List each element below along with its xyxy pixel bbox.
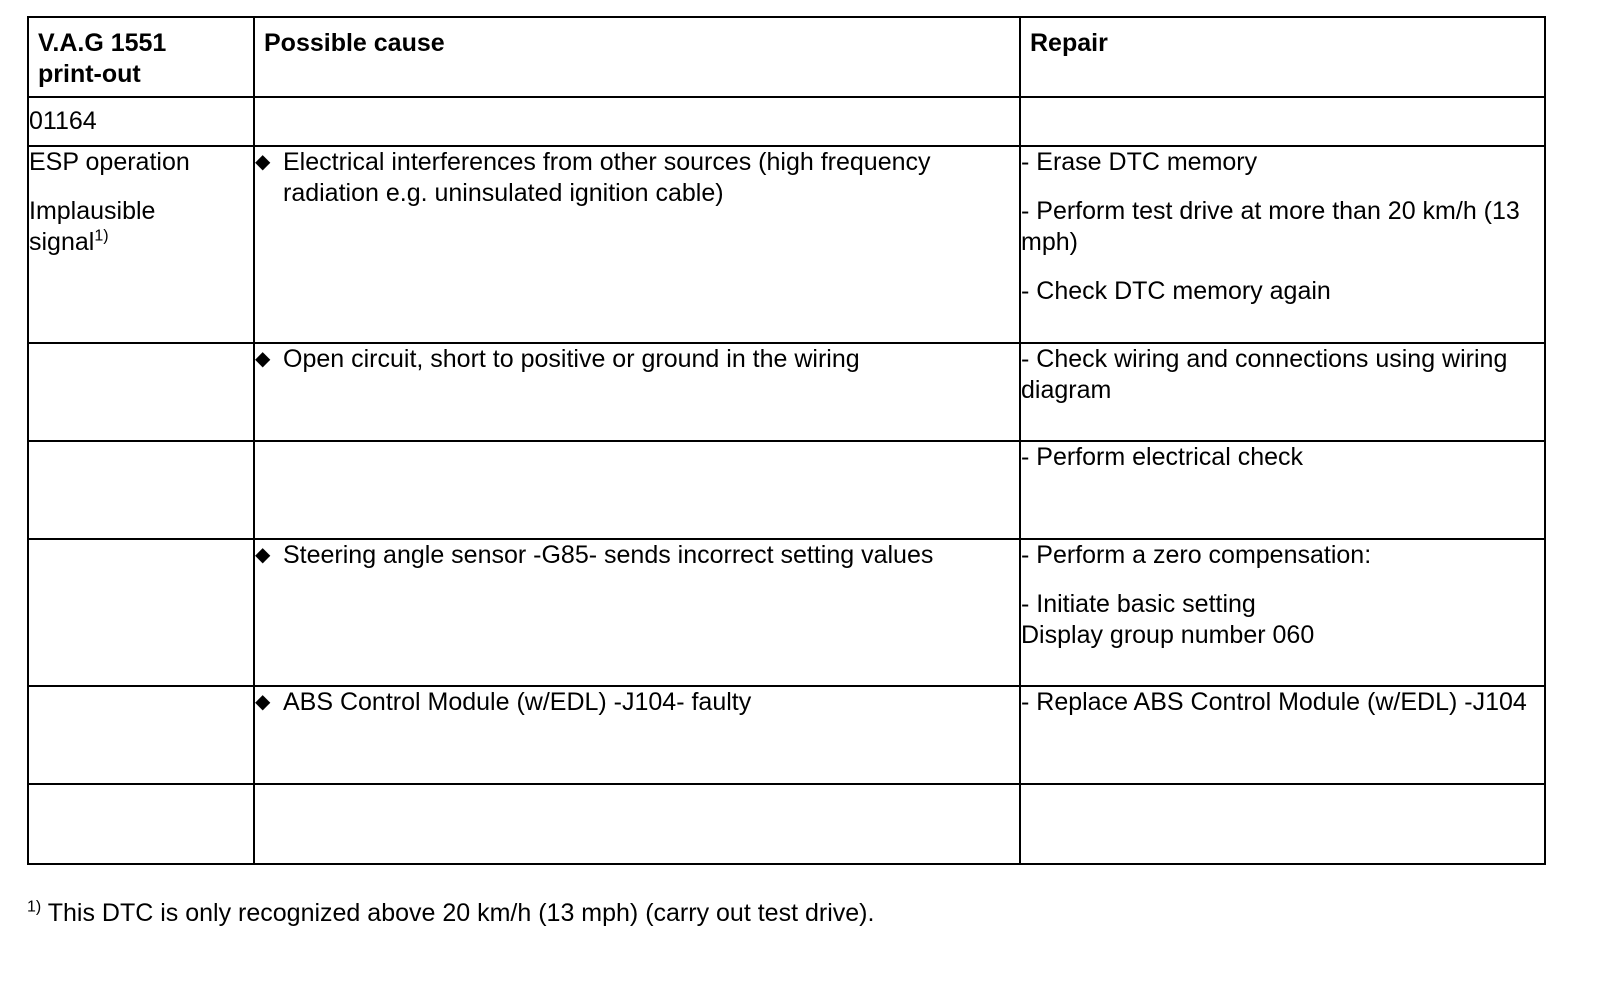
repair-step: - Perform a zero compensation: — [1021, 541, 1372, 569]
header-print-out — [28, 17, 254, 97]
header-print-out-line2: print-out — [38, 60, 141, 88]
cause-item — [255, 540, 1019, 571]
empty-cell — [28, 784, 254, 864]
possible-cause-cell — [254, 146, 1020, 343]
repair-step: - Initiate basic setting — [1021, 590, 1256, 618]
implausible-line1: Implausible — [29, 197, 156, 225]
implausible-signal-label — [29, 196, 253, 258]
empty-cell — [28, 441, 254, 539]
diamond-bullet-icon: ◆ — [255, 151, 271, 173]
dtc-description — [28, 146, 254, 343]
footnote — [27, 898, 874, 929]
empty-cell — [254, 441, 1020, 539]
dtc-table — [27, 16, 1546, 865]
table-row — [28, 97, 1545, 146]
table-row — [28, 146, 1545, 343]
repair-cell — [1020, 343, 1545, 441]
footnote-marker: 1) — [94, 227, 109, 245]
header-possible-cause: Possible cause — [254, 17, 1020, 97]
cause-item — [255, 687, 1019, 718]
table-header-row — [28, 17, 1545, 97]
cause-text: Electrical interferences from other sources (high frequency radiation e.g. uninsulated ignition cable) — [283, 148, 931, 207]
cause-item — [255, 147, 1019, 209]
footnote-text: This DTC is only recognized above 20 km/h (13 mph) (carry out test drive). — [41, 899, 875, 927]
footnote-mark: 1) — [27, 898, 42, 916]
repair-cell — [1020, 686, 1545, 784]
empty-cell — [28, 343, 254, 441]
repair-cell — [1020, 539, 1545, 686]
repair-step: - Check wiring and connections using wiring diagram — [1021, 345, 1508, 404]
cause-text: ABS Control Module (w/EDL) -J104- faulty — [283, 688, 752, 716]
possible-cause-cell — [254, 343, 1020, 441]
repair-step: Display group number 060 — [1021, 621, 1315, 649]
empty-cell — [28, 539, 254, 686]
table-row — [28, 343, 1545, 441]
table-row — [28, 539, 1545, 686]
implausible-line2: signal — [29, 228, 95, 256]
repair-cell — [1020, 441, 1545, 539]
empty-cell — [254, 97, 1020, 146]
possible-cause-cell — [254, 686, 1020, 784]
diamond-bullet-icon: ◆ — [255, 544, 271, 566]
repair-step: - Replace ABS Control Module (w/EDL) -J104 — [1021, 688, 1527, 716]
dtc-code: 01164 — [28, 97, 254, 146]
repair-step: - Check DTC memory again — [1021, 277, 1331, 305]
repair-step: - Perform test drive at more than 20 km/h (13 mph) — [1021, 197, 1520, 256]
cause-item — [255, 344, 1019, 375]
empty-cell — [254, 784, 1020, 864]
table-row — [28, 441, 1545, 539]
header-repair: Repair — [1020, 17, 1545, 97]
table-row — [28, 784, 1545, 864]
table-row — [28, 686, 1545, 784]
empty-cell — [1020, 784, 1545, 864]
diamond-bullet-icon: ◆ — [255, 348, 271, 370]
repair-cell — [1020, 146, 1545, 343]
empty-cell — [1020, 97, 1545, 146]
cause-text: Open circuit, short to positive or ground in the wiring — [283, 345, 860, 373]
possible-cause-cell — [254, 539, 1020, 686]
repair-step: - Erase DTC memory — [1021, 148, 1258, 176]
header-print-out-line1: V.A.G 1551 — [38, 29, 167, 57]
repair-step: - Perform electrical check — [1021, 443, 1304, 471]
diamond-bullet-icon: ◆ — [255, 691, 271, 713]
cause-text: Steering angle sensor -G85- sends incorrect setting values — [283, 541, 934, 569]
empty-cell — [28, 686, 254, 784]
esp-operation-label: ESP operation — [29, 148, 190, 176]
